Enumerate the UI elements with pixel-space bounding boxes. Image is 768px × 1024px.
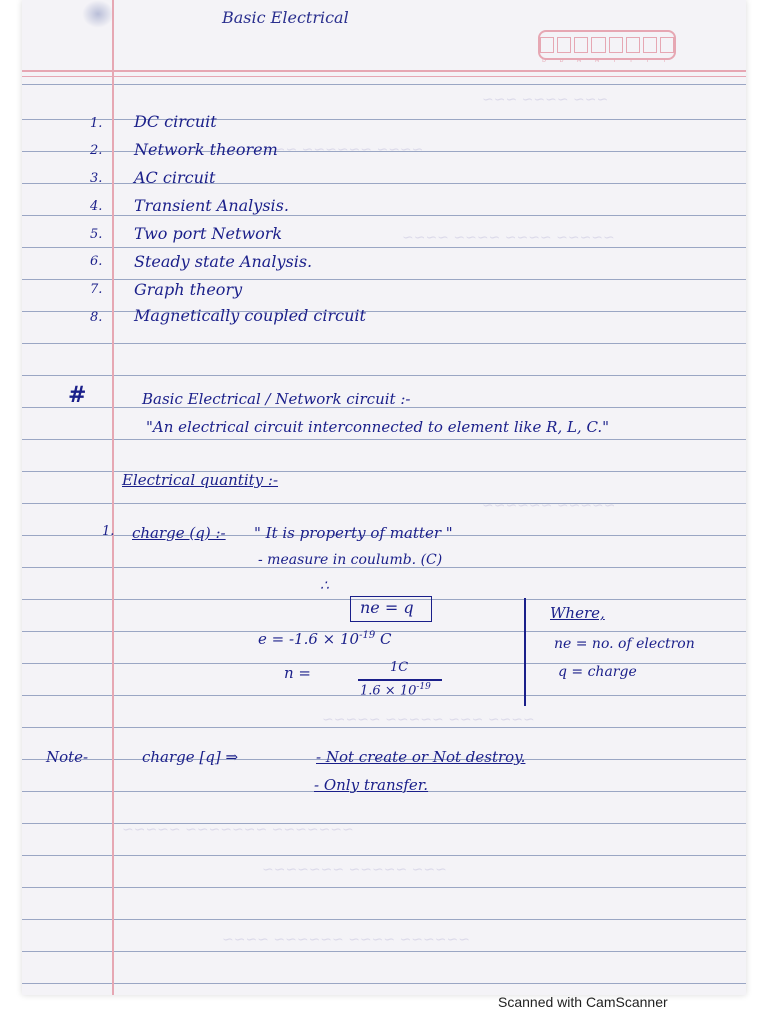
margin-line	[112, 0, 114, 995]
stamp-mark	[82, 0, 114, 28]
topic-number: 4.	[90, 199, 103, 214]
notebook-page	[22, 0, 746, 995]
n-denominator-exponent: -19	[416, 682, 431, 692]
n-denominator-base: 1.6 × 10	[360, 683, 417, 699]
topic-item: Transient Analysis.	[134, 196, 289, 215]
section-heading: Basic Electrical / Network circuit :-	[142, 390, 411, 408]
fraction-line	[358, 679, 442, 681]
bleed-through-mark: ~~~~~~ ~~~~ ~~~~~~ ~~~~	[222, 932, 470, 948]
charge-definition: " It is property of matter "	[254, 524, 453, 542]
charge-measure: - measure in coulumb. (C)	[258, 552, 443, 568]
topic-number: 1.	[90, 116, 103, 131]
topic-item: Two port Network	[134, 224, 283, 243]
bleed-through-mark: ~~~~~~~ ~~~~~~~ ~~~~~	[122, 822, 354, 838]
bleed-through-mark: ~~~~~ ~~~~~~	[482, 498, 616, 514]
topic-item: Steady state Analysis.	[134, 252, 313, 271]
section-definition: "An electrical circuit interconnected to element like R, L, C."	[146, 418, 610, 436]
topic-item: Magnetically coupled circuit	[134, 306, 366, 325]
date-cell	[540, 37, 554, 53]
therefore-symbol: ∴	[320, 578, 329, 594]
electron-charge-base: e = -1.6 × 10	[258, 630, 360, 648]
date-cell	[557, 37, 571, 53]
topic-item: DC circuit	[134, 112, 217, 131]
topic-item: Graph theory	[134, 280, 243, 299]
n-lhs: n =	[284, 664, 311, 682]
electron-charge-exponent: -19	[359, 630, 376, 641]
date-cell	[591, 37, 605, 53]
date-cell	[609, 37, 623, 53]
item-number: 1.	[102, 524, 115, 539]
header-rule	[22, 70, 746, 72]
bleed-through-mark: ~~~ ~~~~~ ~~~~~~~	[262, 862, 447, 878]
electron-charge-unit: C	[380, 630, 392, 648]
date-cell	[626, 37, 640, 53]
quantity-heading: Electrical quantity :-	[122, 471, 279, 489]
date-cell	[574, 37, 588, 53]
topic-item: Network theorem	[134, 140, 278, 159]
date-box-labels: D D M M Y Y Y Y	[542, 58, 672, 64]
scanner-footer: Scanned with CamScanner	[498, 994, 668, 1010]
where-ne: ne = no. of electron	[554, 636, 695, 652]
date-cell	[660, 37, 674, 53]
n-denominator	[360, 682, 431, 698]
header-rule-secondary	[22, 76, 746, 77]
where-divider	[524, 598, 526, 706]
page-title: Basic Electrical	[222, 8, 349, 27]
bleed-through-mark: ~~~ ~~~~ ~~~	[482, 92, 609, 108]
section-hash: #	[68, 382, 87, 408]
where-label: Where,	[550, 604, 605, 622]
charge-label: charge (q) :-	[132, 524, 226, 542]
electron-charge-eq	[258, 630, 391, 648]
note-statement: charge [q] ⇒	[142, 748, 239, 766]
bleed-through-mark: ~~~~~ ~~~~ ~~~~ ~~~~	[402, 230, 615, 246]
topic-number: 2.	[90, 143, 103, 158]
note-point-1: - Not create or Not destroy.	[316, 748, 526, 766]
n-numerator: 1C	[390, 660, 409, 675]
topic-number: 6.	[90, 254, 103, 269]
topic-number: 7.	[90, 282, 103, 297]
bleed-through-mark: ~~~~ ~~~ ~~~~~ ~~~~~	[322, 712, 535, 728]
note-label: Note-	[46, 748, 89, 766]
topic-number: 8.	[90, 310, 103, 325]
date-cell	[643, 37, 657, 53]
date-box	[538, 30, 676, 60]
topic-number: 5.	[90, 227, 103, 242]
note-point-2: - Only transfer.	[314, 776, 429, 794]
bleed-through-mark: ~~~~ ~~~~~~ ~~~	[262, 142, 424, 158]
where-q: q = charge	[558, 664, 637, 680]
formula-ne-q: ne = q	[360, 598, 414, 617]
topic-item: AC circuit	[134, 168, 216, 187]
topic-number: 3.	[90, 171, 103, 186]
